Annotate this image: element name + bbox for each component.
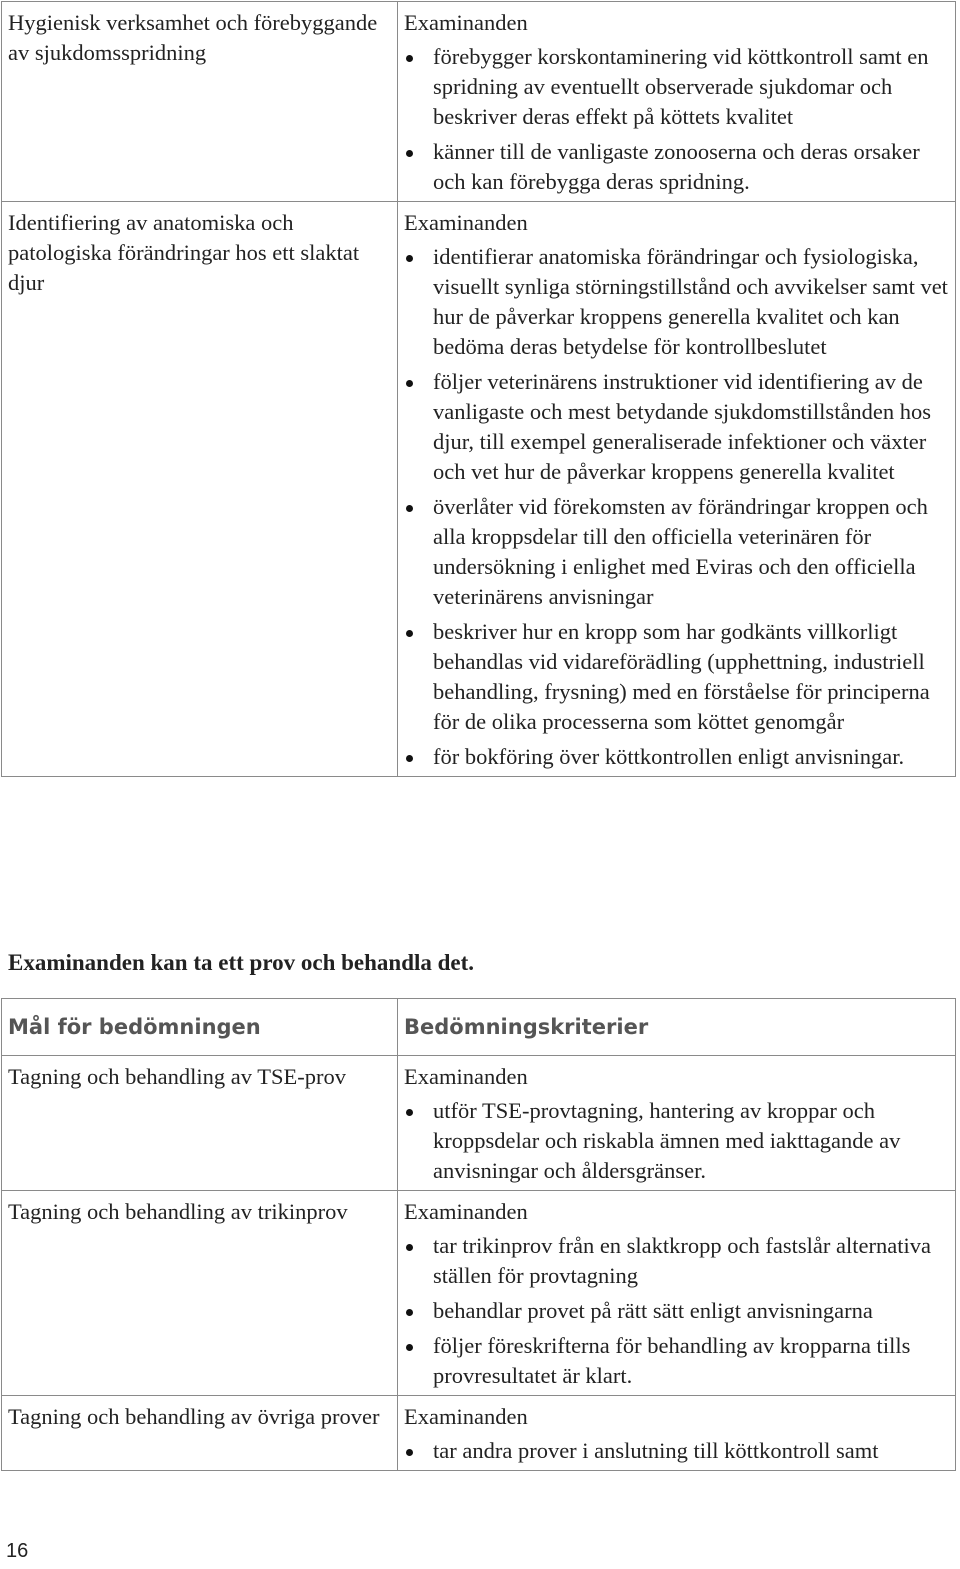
criteria-lead: Examinanden <box>404 1199 528 1224</box>
list-item-text: följer föreskrifterna för behandling av kropparna tills provresultatet är klart. <box>433 1333 911 1388</box>
list-item <box>404 742 949 772</box>
bullet-icon <box>406 1309 413 1316</box>
list-item <box>404 617 949 737</box>
list-item-text: känner till de vanligaste zonooserna och deras orsaker och kan förebygga deras spridning. <box>433 139 920 194</box>
header-goal: Mål för bedömningen <box>2 999 398 1056</box>
section-heading: Examinanden kan ta ett prov och behandla det. <box>8 950 475 975</box>
table-header-row <box>2 999 956 1056</box>
goal-cell: Identifiering av anatomiska och patologiska förändringar hos ett slaktat djur <box>2 202 398 777</box>
bullet-icon <box>406 1344 413 1351</box>
table-row <box>2 202 956 777</box>
bullet-icon <box>406 1449 413 1456</box>
criteria-cell <box>398 1056 956 1191</box>
list-item <box>404 492 949 612</box>
list-item <box>404 42 949 132</box>
list-item-text: identifierar anatomiska förändringar och fysiologiska, visuellt synliga störningstillstånd och avvikelser samt vet hur de påverkar kroppens generella kvalitet och kan bedöma deras betydelse för kontrollbeslutet <box>433 244 948 359</box>
table-row <box>2 2 956 202</box>
criteria-list <box>404 42 949 197</box>
list-item-text: förebygger korskontaminering vid köttkontroll samt en spridning av eventuellt observerade sjukdomar och beskriver deras effekt på köttets kvalitet <box>433 44 929 129</box>
bullet-icon <box>406 1109 413 1116</box>
criteria-list <box>404 1231 949 1391</box>
list-item-text: överlåter vid förekomsten av förändringar kroppen och alla kroppsdelar till den officiella veterinären för undersökning i enlighet med Eviras och den officiella veterinärens anvisningar <box>433 494 928 609</box>
list-item <box>404 367 949 487</box>
list-item-text: utför TSE-provtagning, hantering av kroppar och kroppsdelar och riskabla ämnen med iakttagande av anvisningar och åldersgränser. <box>433 1098 901 1183</box>
list-item <box>404 137 949 197</box>
list-item-text: följer veterinärens instruktioner vid identifiering av de vanligaste och mest betydande sjukdomstillstånden hos djur, till exempel generaliserade infektioner och växter och vet hur de påverkar kroppens generella kvalitet <box>433 369 932 484</box>
list-item <box>404 1231 949 1291</box>
bullet-icon <box>406 380 413 387</box>
page-number: 16 <box>6 1540 29 1562</box>
bullet-icon <box>406 755 413 762</box>
bullet-icon <box>406 55 413 62</box>
bullet-icon <box>406 505 413 512</box>
criteria-table-1 <box>1 1 956 777</box>
criteria-table-2 <box>1 998 956 1471</box>
goal-cell: Hygienisk verksamhet och förebyggande av sjukdomsspridning <box>2 2 398 202</box>
criteria-cell <box>398 1191 956 1396</box>
criteria-list <box>404 1096 949 1186</box>
criteria-cell <box>398 2 956 202</box>
bullet-icon <box>406 1244 413 1251</box>
list-item-text: beskriver hur en kropp som har godkänts villkorligt behandlas vid vidareförädling (upphettning, industriell behandling, frysning) med en förståelse för principerna för de olika processerna som köttet genomgår <box>433 619 930 734</box>
criteria-lead: Examinanden <box>404 10 528 35</box>
bullet-icon <box>406 150 413 157</box>
list-item-text: tar andra prover i anslutning till köttkontroll samt <box>433 1438 879 1463</box>
list-item <box>404 1096 949 1186</box>
list-item-text: behandlar provet på rätt sätt enligt anvisningarna <box>433 1298 873 1323</box>
list-item-text: för bokföring över köttkontrollen enligt anvisningar. <box>433 744 905 769</box>
list-item <box>404 242 949 362</box>
table-row <box>2 1056 956 1191</box>
table-row <box>2 1191 956 1396</box>
criteria-lead: Examinanden <box>404 1404 528 1429</box>
criteria-list <box>404 1436 949 1466</box>
criteria-lead: Examinanden <box>404 1064 528 1089</box>
bullet-icon <box>406 255 413 262</box>
header-criteria: Bedömningskriterier <box>398 999 956 1056</box>
goal-cell: Tagning och behandling av TSE-prov <box>2 1056 398 1191</box>
table-row <box>2 1396 956 1471</box>
list-item <box>404 1296 949 1326</box>
criteria-table-1-body <box>2 2 956 777</box>
list-item <box>404 1331 949 1391</box>
criteria-cell <box>398 1396 956 1471</box>
criteria-list <box>404 242 949 772</box>
list-item-text: tar trikinprov från en slaktkropp och fastslår alternativa ställen för provtagning <box>433 1233 931 1288</box>
goal-cell: Tagning och behandling av trikinprov <box>2 1191 398 1396</box>
bullet-icon <box>406 630 413 637</box>
criteria-cell <box>398 202 956 777</box>
criteria-lead: Examinanden <box>404 210 528 235</box>
list-item <box>404 1436 949 1466</box>
goal-cell: Tagning och behandling av övriga prover <box>2 1396 398 1471</box>
criteria-table-2-body <box>2 999 956 1471</box>
